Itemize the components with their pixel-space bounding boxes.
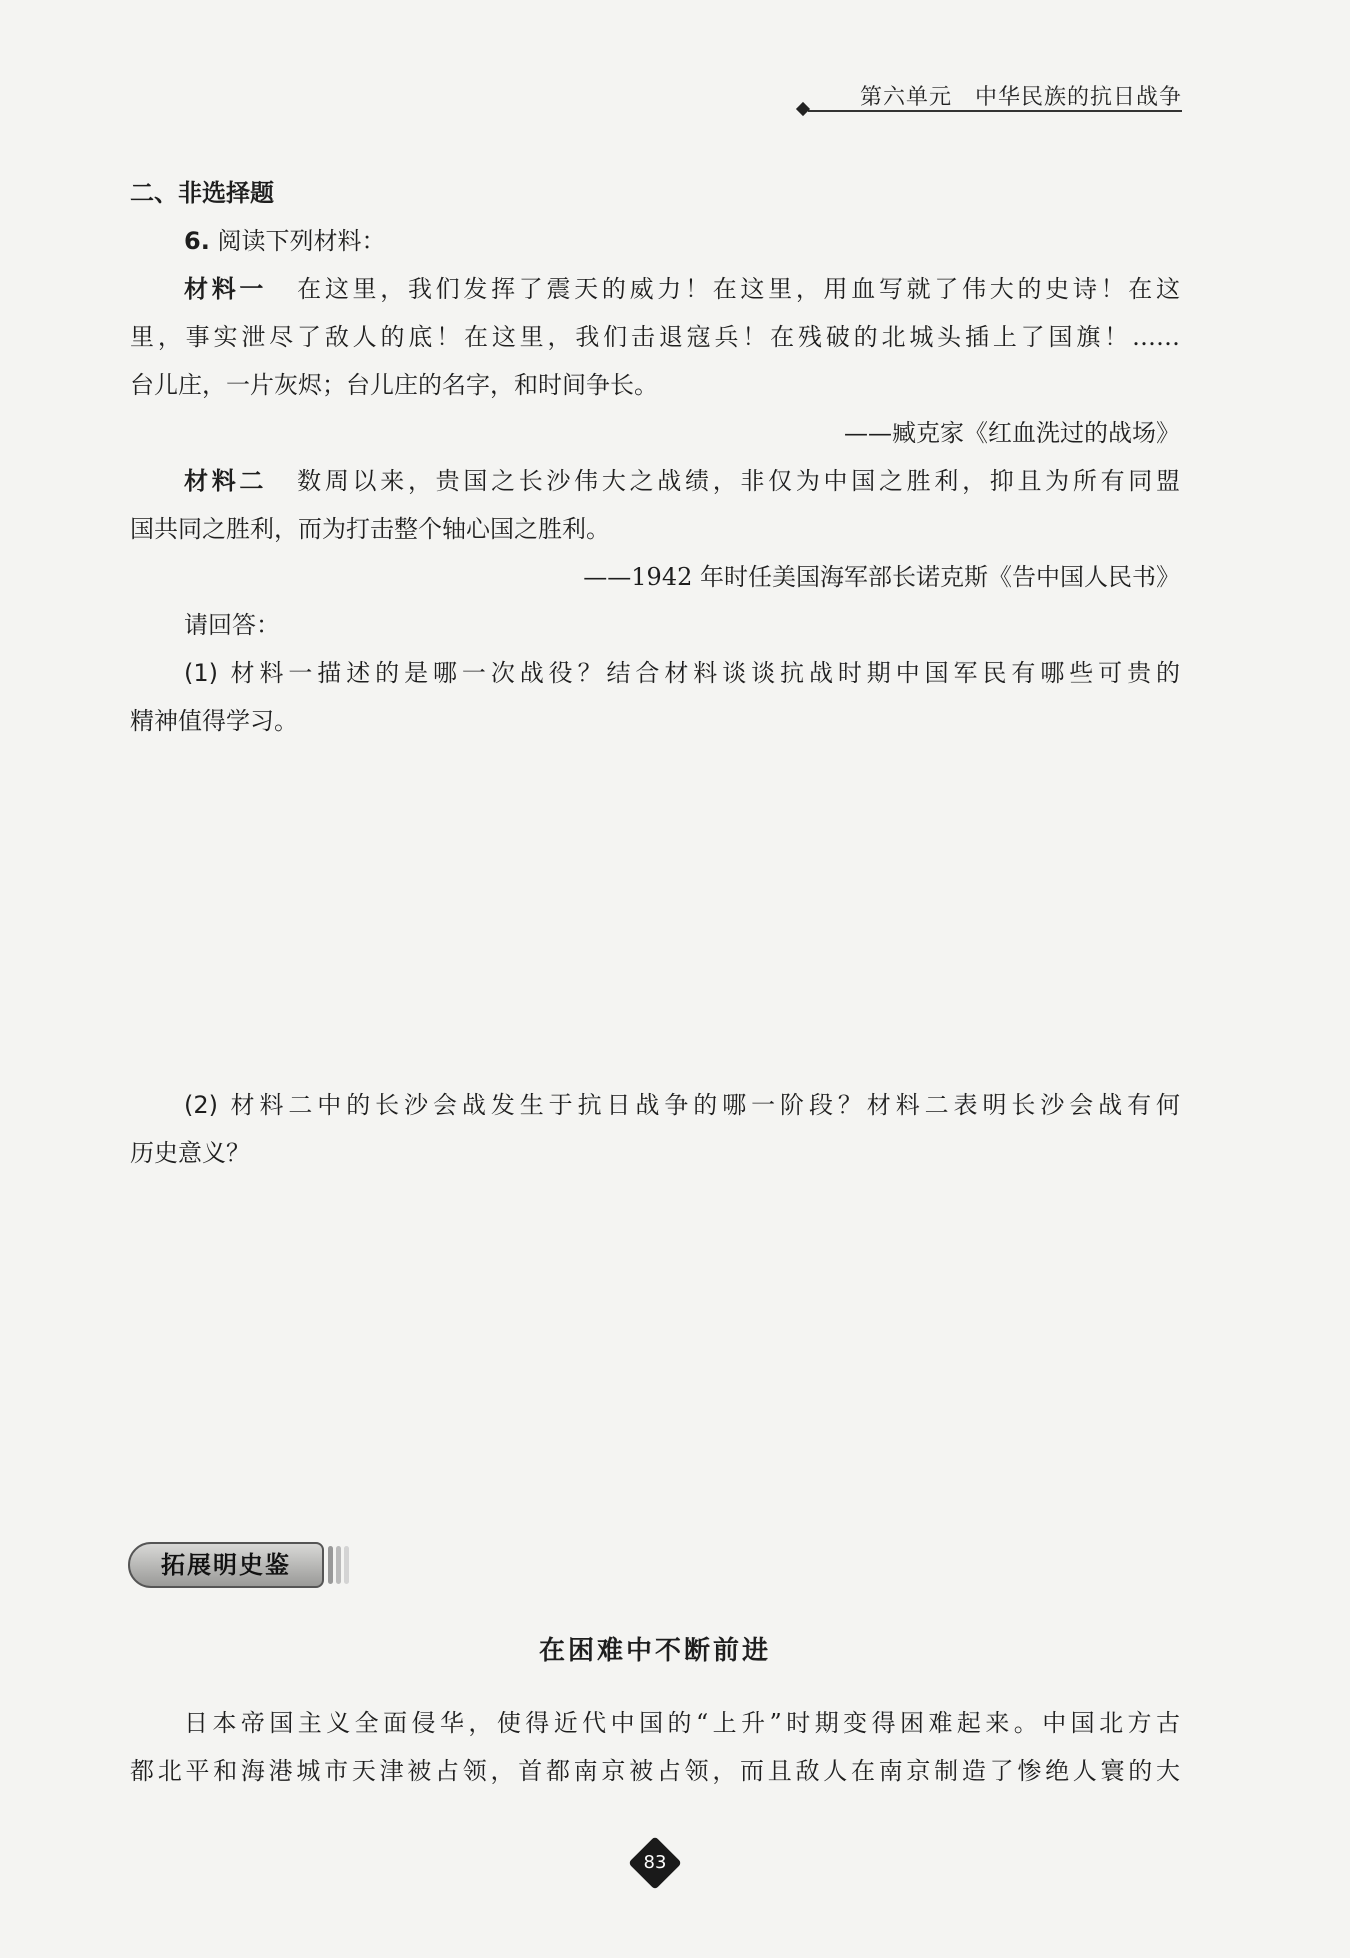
- unit-header: 第六单元 中华民族的抗日战争: [859, 85, 1182, 110]
- sub-question-2-line-2: 历史意义？: [130, 1139, 250, 1167]
- section-title: 二、非选择题: [130, 179, 274, 207]
- material1-line-2: 里，事实泄尽了敌人的底！在这里，我们击退寇兵！在残破的北城头插上了国旗！……: [130, 323, 1180, 351]
- diamond-icon: [796, 102, 810, 116]
- banner-stripe: [344, 1546, 349, 1584]
- material1-line-1: 材料一 在这里，我们发挥了震天的威力！在这里，用血写就了伟大的史诗！在这: [184, 275, 1181, 303]
- banner-stripe: [336, 1546, 341, 1584]
- article-title: 在困难中不断前进: [538, 1636, 771, 1666]
- header-rule: [808, 110, 1182, 112]
- material1-tag: 材料一: [184, 275, 268, 303]
- material2-tag: 材料二: [184, 467, 268, 495]
- material2-source: ——1942 年时任美国海军部长诺克斯《告中国人民书》: [583, 563, 1180, 591]
- banner-stripe: [328, 1546, 333, 1584]
- sub-question-1-line-1: (1) 材料一描述的是哪一次战役？结合材料谈谈抗战时期中国军民有哪些可贵的: [184, 659, 1180, 687]
- page-number-badge: [632, 1840, 678, 1886]
- material1-source: ——臧克家《红血洗过的战场》: [844, 419, 1180, 447]
- material1-line-3: 台儿庄，一片灰烬；台儿庄的名字，和时间争长。: [130, 371, 658, 399]
- sub-question-1-line-2: 精神值得学习。: [130, 707, 298, 735]
- page-number: 83: [643, 1852, 667, 1873]
- article-line-2: 都北平和海港城市天津被占领，首都南京被占领，而且敌人在南京制造了惨绝人寰的大: [130, 1757, 1180, 1785]
- material2-line-2: 国共同之胜利，而为打击整个轴心国之胜利。: [130, 515, 610, 543]
- answer-prompt: 请回答：: [184, 611, 280, 639]
- article-line-1: 日本帝国主义全面侵华，使得近代中国的“上升”时期变得困难起来。中国北方古: [184, 1709, 1180, 1737]
- question-prompt-text: 阅读下列材料：: [217, 227, 386, 255]
- material2-line-1: 材料二 数周以来，贵国之长沙伟大之战绩，非仅为中国之胜利，抑且为所有同盟: [184, 467, 1181, 495]
- question-number: 6.: [184, 227, 210, 255]
- extension-banner-label: 拓展明史鉴: [128, 1542, 324, 1588]
- extension-banner: [128, 1542, 348, 1588]
- question-prompt: [184, 224, 1180, 258]
- sub-question-2-line-1: (2) 材料二中的长沙会战发生于抗日战争的哪一阶段？材料二表明长沙会战有何: [184, 1091, 1180, 1119]
